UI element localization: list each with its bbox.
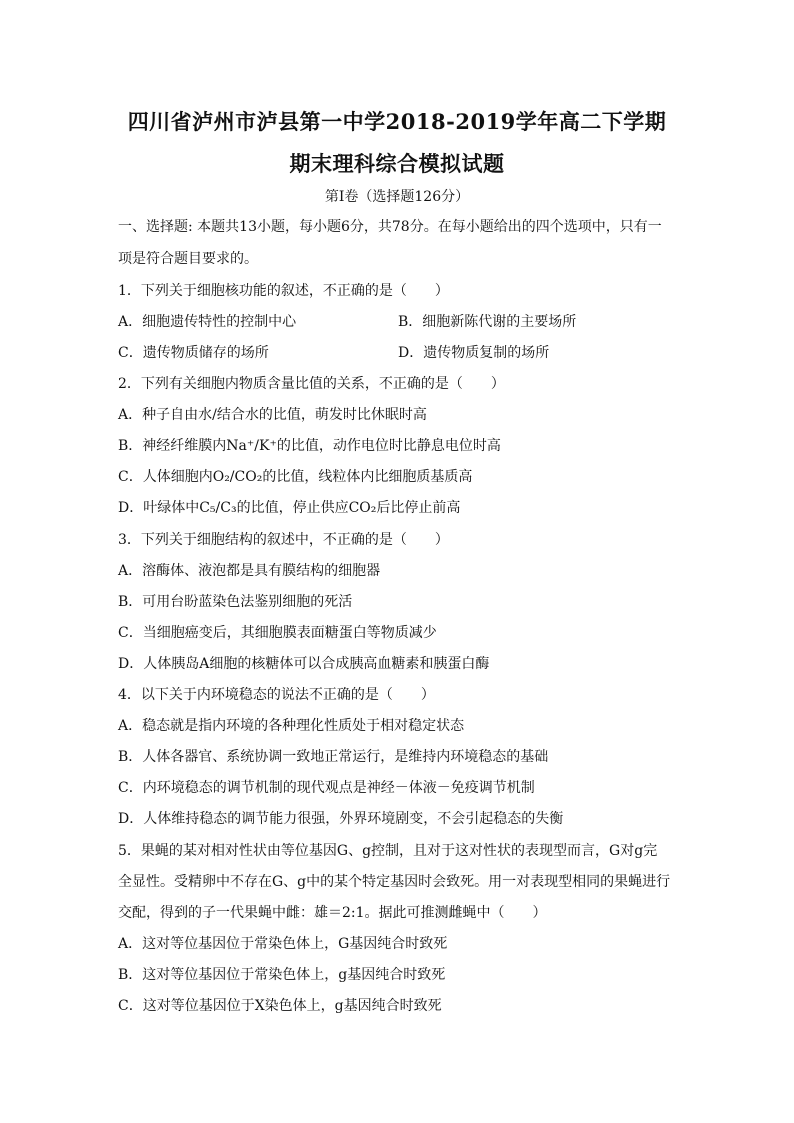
question-2-option-a: A．种子自由水/结合水的比值，萌发时比休眠时高 xyxy=(118,407,427,423)
question-2-option-d: D．叶绿体中C₅/C₃的比值，停止供应CO₂后比停止前高 xyxy=(118,500,461,516)
question-1-option-a: A．细胞遗传特性的控制中心 xyxy=(118,314,297,330)
question-1-option-c: C．遗传物质储存的场所 xyxy=(118,345,269,361)
question-1-option-d: D．遗传物质复制的场所 xyxy=(398,345,550,361)
instructions-line2: 项是符合题目要求的。 xyxy=(118,251,258,267)
question-4-stem: 4．以下关于内环境稳态的说法不正确的是（ ） xyxy=(118,687,435,703)
question-3-option-a: A．溶酶体、液泡都是具有膜结构的细胞器 xyxy=(118,563,381,579)
question-1-stem: 1．下列关于细胞核功能的叙述，不正确的是（ ） xyxy=(118,283,449,299)
question-5-stem-line3: 交配，得到的子一代果蝇中雌：雄＝2:1。据此可推测雌蝇中（ ） xyxy=(118,905,547,921)
question-5-stem-line2: 全显性。受精卵中不存在G、g中的某个特定基因时会致死。用一对表现型相同的果蝇进行 xyxy=(118,874,671,890)
exam-title-line1: 四川省泸州市泸县第一中学2018-2019学年高二下学期 xyxy=(127,109,667,134)
question-2-stem: 2．下列有关细胞内物质含量比值的关系，不正确的是（ ） xyxy=(118,376,505,392)
instructions-line1: 一、选择题: 本题共13小题，每小题6分，共78分。在每小题给出的四个选项中，只有一 xyxy=(118,219,662,235)
question-5-option-a: A．这对等位基因位于常染色体上，G基因纯合时致死 xyxy=(118,936,448,952)
question-5-stem-line1: 5．果蝇的某对相对性状由等位基因G、g控制，且对于这对性状的表现型而言，G对g完 xyxy=(118,843,658,859)
question-3-option-d: D．人体胰岛A细胞的核糖体可以合成胰高血糖素和胰蛋白酶 xyxy=(118,656,490,672)
question-5-option-c: C．这对等位基因位于X染色体上，g基因纯合时致死 xyxy=(118,998,442,1014)
question-2-option-c: C．人体细胞内O₂/CO₂的比值，线粒体内比细胞质基质高 xyxy=(118,469,473,485)
question-3-option-b: B．可用台盼蓝染色法鉴别细胞的死活 xyxy=(118,594,353,610)
question-4-option-d: D．人体维持稳态的调节能力很强，外界环境剧变，不会引起稳态的失衡 xyxy=(118,811,564,827)
question-5-option-b: B．这对等位基因位于常染色体上，g基因纯合时致死 xyxy=(118,967,446,983)
question-4-option-b: B．人体各器官、系统协调一致地正常运行，是维持内环境稳态的基础 xyxy=(118,749,549,765)
exam-title-line2: 期末理科综合模拟试题 xyxy=(289,151,505,176)
question-3-stem: 3．下列关于细胞结构的叙述中，不正确的是（ ） xyxy=(118,532,449,548)
question-4-option-c: C．内环境稳态的调节机制的现代观点是神经－体液－免疫调节机制 xyxy=(118,780,535,796)
question-3-option-c: C．当细胞癌变后，其细胞膜表面糖蛋白等物质减少 xyxy=(118,625,437,641)
question-1-option-b: B．细胞新陈代谢的主要场所 xyxy=(398,314,577,330)
question-2-option-b: B．神经纤维膜内Na⁺/K⁺的比值，动作电位时比静息电位时高 xyxy=(118,438,501,454)
question-4-option-a: A．稳态就是指内环境的各种理化性质处于相对稳定状态 xyxy=(118,718,465,734)
section-heading: 第I卷（选择题126分） xyxy=(324,189,470,205)
